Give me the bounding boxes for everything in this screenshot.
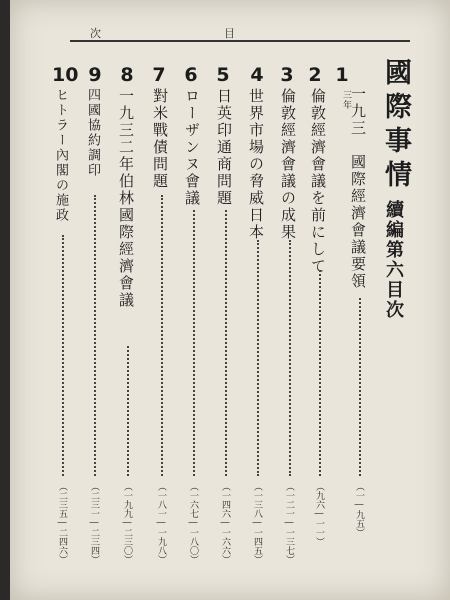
dot-leader bbox=[127, 346, 129, 476]
running-header-right: 目 bbox=[224, 27, 235, 40]
entry-title: 四國協約調印 bbox=[85, 88, 100, 178]
entry-note: 三年 bbox=[341, 90, 351, 110]
entry-title: 一九三二年伯林國際經濟會議 bbox=[117, 88, 135, 309]
contents-subtitle: 續編第六目次 bbox=[383, 200, 404, 320]
entry-title: 倫敦經濟會議を前にして bbox=[309, 88, 327, 275]
entry-pages: （九六―一一） bbox=[314, 482, 324, 546]
entry-pages: （一九九―二三〇） bbox=[122, 482, 132, 564]
entry-pages: （一八一―一九八） bbox=[156, 482, 166, 564]
book-title: 國際事情 bbox=[380, 58, 411, 194]
dot-leader bbox=[359, 298, 361, 476]
entry-pages: （一―九五） bbox=[354, 482, 364, 537]
entry-pages: （二三一―二三四） bbox=[89, 482, 99, 564]
entry-number: 7 bbox=[152, 64, 166, 86]
dot-leader bbox=[257, 240, 259, 476]
entry-number: 5 bbox=[216, 64, 230, 86]
entry-title: 一九三 國際經濟會議要領 bbox=[349, 86, 367, 290]
entry-number: 1 bbox=[335, 64, 349, 86]
entry-pages: （一四六―一六六） bbox=[220, 482, 230, 564]
dot-leader bbox=[319, 270, 321, 476]
entry-title: 倫敦經濟會議の成果 bbox=[279, 88, 297, 241]
dot-leader bbox=[289, 240, 291, 476]
dot-leader bbox=[193, 210, 195, 476]
entry-number: 10 bbox=[52, 64, 79, 86]
dot-leader bbox=[225, 210, 227, 476]
entry-number: 3 bbox=[280, 64, 294, 86]
running-header-left: 次 bbox=[90, 27, 101, 40]
dot-leader bbox=[94, 195, 96, 476]
entry-number: 2 bbox=[308, 64, 322, 86]
entry-title: ヒトラー內閣の施政 bbox=[53, 88, 68, 223]
entry-pages: （一三八―一四五） bbox=[252, 482, 262, 564]
entry-pages: （一六七―一八〇） bbox=[188, 482, 198, 564]
entry-pages: （二三五―二四六） bbox=[57, 482, 67, 564]
entry-title: 世界市場の脅威日本 bbox=[247, 88, 265, 241]
entry-title: 日英印通商問題 bbox=[215, 88, 233, 207]
entry-number: 8 bbox=[120, 64, 134, 86]
dot-leader bbox=[161, 195, 163, 476]
entry-pages: （一二一―一三七） bbox=[284, 482, 294, 564]
book-page bbox=[10, 0, 450, 600]
entry-number: 6 bbox=[184, 64, 198, 86]
entry-title: 對米戰債問題 bbox=[151, 88, 169, 190]
entry-number: 4 bbox=[250, 64, 264, 86]
dot-leader bbox=[62, 235, 64, 476]
header-rule bbox=[70, 40, 410, 42]
entry-title: ローザンヌ會議 bbox=[183, 88, 201, 207]
entry-number: 9 bbox=[88, 64, 102, 86]
